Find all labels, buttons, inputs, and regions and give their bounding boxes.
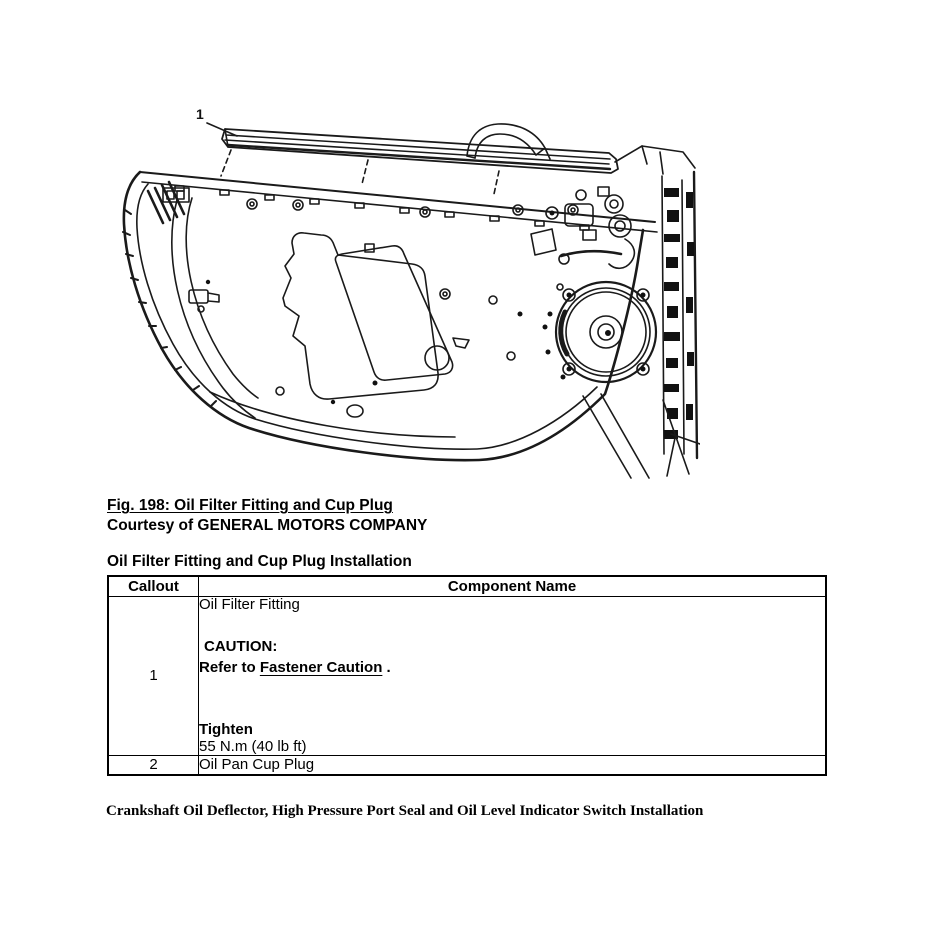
tighten-label: Tighten	[199, 720, 253, 738]
speaker	[556, 282, 656, 382]
table-header-row	[108, 576, 826, 597]
refer-text: Refer to	[199, 659, 260, 676]
door-shut-face	[662, 172, 697, 458]
quarter-panel-corner	[615, 146, 695, 174]
access-panel	[283, 233, 453, 399]
figure-caption	[107, 496, 427, 536]
label-patch	[531, 229, 556, 255]
panel-holes	[206, 199, 578, 417]
torque-value: 55 N.m (40 lb ft)	[199, 738, 307, 755]
header-component-name: Component Name	[199, 576, 827, 597]
door-top-rail	[140, 172, 657, 232]
component-cell	[199, 597, 827, 756]
callout-number: 2	[108, 755, 199, 775]
fastener-caution-link[interactable]: Fastener Caution	[259, 659, 383, 676]
door-panel-line-art	[115, 92, 700, 484]
table-row	[108, 755, 826, 775]
edge-hatching	[123, 210, 216, 406]
refer-period: .	[382, 659, 391, 676]
next-section-heading: Crankshaft Oil Deflector, High Pressure Port Seal and Oil Level Indicator Switch Installation	[106, 803, 704, 819]
component-name: Oil Filter Fitting	[199, 596, 300, 613]
table-row	[108, 597, 826, 756]
callout-table	[107, 575, 827, 776]
window-belt-molding	[222, 129, 618, 173]
mirror-bracket	[467, 124, 550, 159]
component-name: Oil Pan Cup Plug	[199, 755, 827, 775]
table-title: Oil Filter Fitting and Cup Plug Installation	[107, 553, 412, 570]
callout-1-label: 1	[196, 106, 204, 122]
lower-frame	[583, 394, 700, 478]
header-callout: Callout	[108, 576, 199, 597]
callout-1	[196, 106, 237, 136]
refer-line	[199, 660, 825, 676]
figure-caption-courtesy: Courtesy of GENERAL MOTORS COMPANY	[107, 517, 428, 534]
latch-hardware	[546, 187, 634, 268]
door-panel-figure	[115, 92, 700, 484]
caution-label: CAUTION:	[204, 637, 278, 655]
callout-number: 1	[108, 597, 199, 756]
figure-caption-title: Fig. 198: Oil Filter Fitting and Cup Plug	[107, 497, 393, 514]
